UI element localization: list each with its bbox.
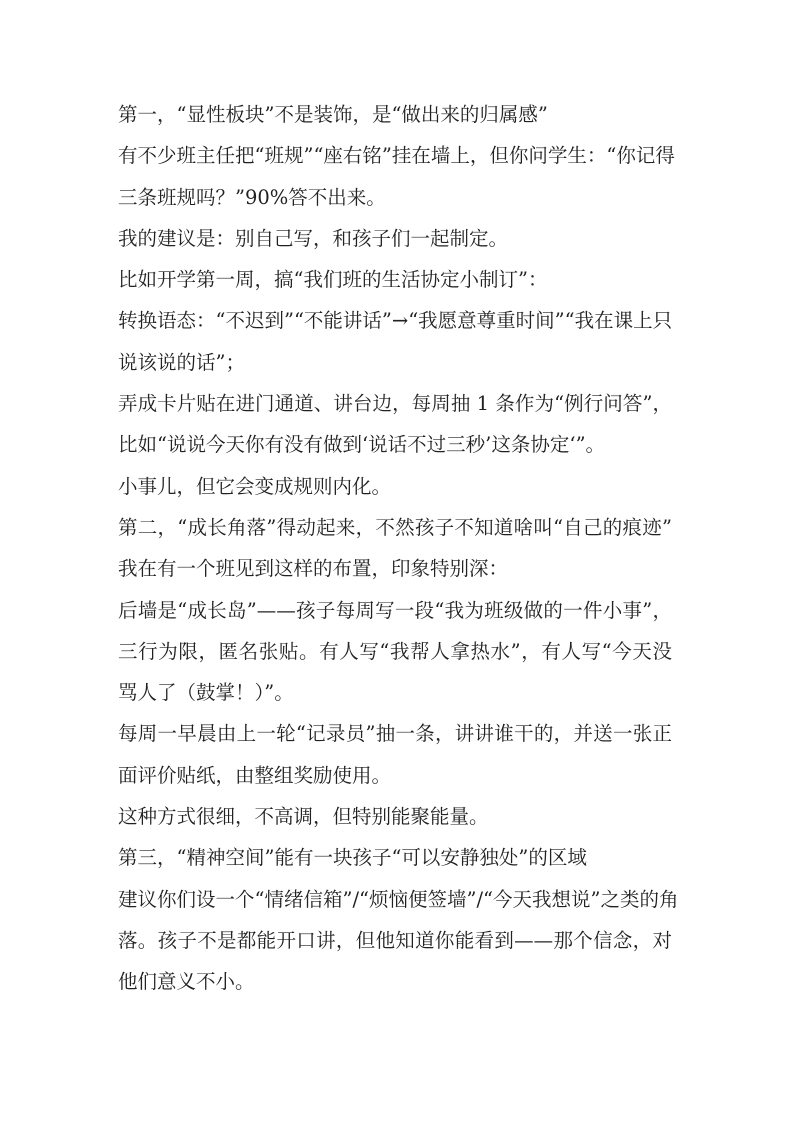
text-line: 第二，“成长角落”得动起来，不然孩子不知道啥叫“自己的痕迹” (118, 515, 672, 539)
text-line: 这种方式很细，不高调，但特别能聚能量。 (118, 805, 489, 829)
text-line: 面评价贴纸，由整组奖励使用。 (118, 763, 392, 787)
text-line: 骂人了（鼓掌！）”。 (118, 681, 294, 705)
text-line: 小事儿，但它会变成规则内化。 (118, 474, 392, 498)
text-line: 说该说的话”； (118, 350, 245, 374)
text-line: 后墙是“成长岛”——孩子每周写一段“我为班级做的一件小事”， (118, 598, 672, 622)
text-line: 我的建议是：别自己写，和孩子们一起制定。 (118, 226, 509, 250)
text-line: 比如“说说今天你有没有做到‘说话不过三秒’这条协定‘”。 (118, 433, 606, 457)
document-body (118, 94, 679, 1003)
text-line: 三行为限，匿名张贴。有人写“我帮人拿热水”，有人写“今天没 (118, 639, 672, 663)
text-line: 转换语态：“不迟到”“不能讲话”→“我愿意尊重时间”“我在课上只 (118, 309, 673, 333)
text-line: 他们意义不小。 (118, 970, 255, 994)
text-line: 落。孩子不是都能开口讲，但他知道你能看到——那个信念，对 (118, 928, 672, 952)
text-line: 弄成卡片贴在进门通道、讲台边，每周抽 1 条作为“例行问答”， (118, 392, 672, 416)
text-line: 第一，“显性板块”不是装饰，是“做出来的归属感” (118, 103, 548, 126)
text-line: 三条班规吗？”90%答不出来。 (118, 185, 386, 209)
text-line: 第三，“精神空间”能有一块孩子“可以安静独处”的区域 (118, 846, 587, 870)
text-line: 我在有一个班见到这样的布置，印象特别深： (118, 557, 509, 581)
text-line: 建议你们设一个“情绪信箱”/“烦恼便签墙”/“今天我想说”之类的角 (118, 887, 679, 911)
text-line: 有不少班主任把“班规”“座右铭”挂在墙上，但你问学生：“你记得 (118, 144, 675, 168)
text-line: 每周一早晨由上一轮“记录员”抽一条，讲讲谁干的，并送一张正 (118, 722, 672, 746)
text-line: 比如开学第一周，搞“我们班的生活协定小制订”： (118, 268, 548, 292)
